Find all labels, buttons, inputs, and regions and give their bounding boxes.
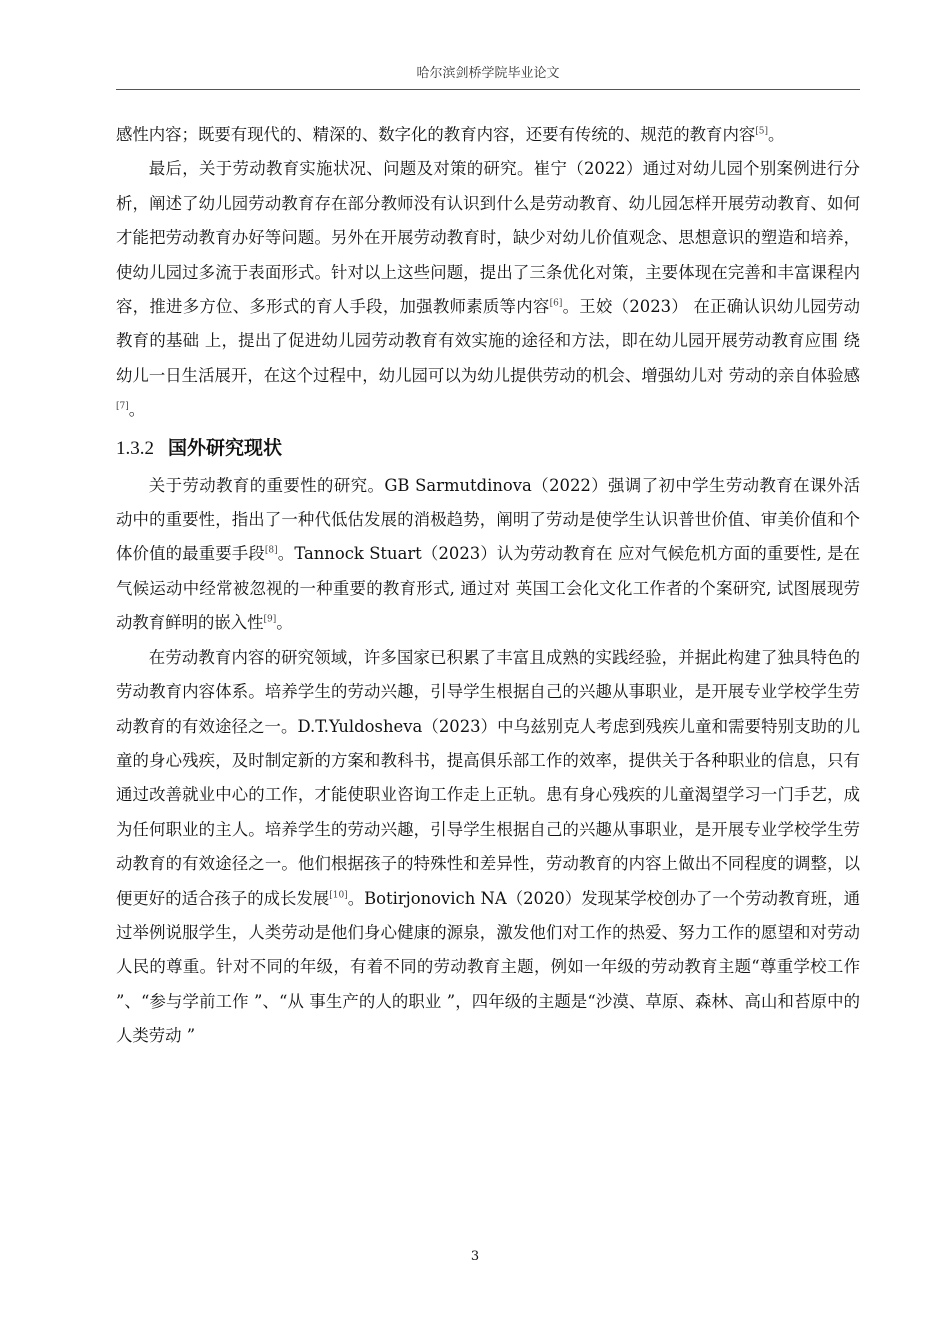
section-number: 1.3.2 [116,437,154,459]
paragraph [116,152,860,427]
body-text [116,118,860,1054]
text-run: 。Botirjonovich NA（2020）发现某学校创办了一个劳动教育班，通过举例说服学生，人类劳动是他们身心健康的源泉，激发他们对工作的热爱、努力工作的愿望和对劳动人民的尊重。针对不同的年级，有着不同的劳动教育主题，例如一年级的劳动教育主题“尊重学校工作 ”、“参与学前工作 ”、“从 事生产的人的职业 ”，四年级的主题是“沙漠、草原、森林、高山和苔原中的人类劳动 ” [116,888,860,1046]
paragraphs-top [116,118,860,428]
paragraph [116,118,860,152]
citation-marker: [6] [549,298,563,309]
paragraph [116,641,860,1054]
page-number: 3 [470,1249,480,1264]
text-run: 。Tannock Stuart（2023）认为劳动教育在 应对气候危机方面的重要性, 是在气候运动中经常被忽视的一种重要的教育形式, 通过对 英国工会化文化工作者的个案研究, 试图展现劳动教育鲜明的嵌入性 [116,544,861,633]
text-run: 。 [767,125,785,144]
section-heading [116,428,860,469]
text-run: 最后，关于劳动教育实施状况、问题及对策的研究。崔宁（2022）通过对幼儿园个别案例进行分析，阐述了幼儿园劳动教育存在部分教师没有认识到什么是劳动教育、幼儿园怎样开展劳动教育、如何才能把劳动教育办好等问题。另外在开展劳动教育时，缺少对幼儿价值观念、思想意识的塑造和培养，使幼儿园过多流于表面形式。针对以上这些问题，提出了三条优化对策，主要体现在完善和丰富课程内容，推进多方位、多形式的育人手段，加强教师素质等内容 [116,159,860,317]
text-run: 。 [128,400,146,420]
paragraph [116,469,860,641]
paragraphs-bottom [116,469,860,1054]
citation-marker: [9] [263,614,277,625]
text-run: 。 [276,613,293,633]
citation-marker: [7] [116,401,129,412]
text-run: 关于劳动教育的重要性的研究。GB Sarmutdinova（2022）强调了初中学生劳动教育在课外活动中的重要性，指出了一种代低估发展的消极趋势，阐明了劳动是使学生认识普世价值、审美价值和个体价值的最重要手段 [116,475,860,564]
text-run: 。王姣（2023） 在正确认识幼儿园劳动教育的基础 上，提出了促进幼儿园劳动教育有效实施的途径和方法，即在幼儿园开展劳动教育应围 绕幼儿一日生活展开，在这个过程中，幼儿园可以为幼儿提供劳动的机会、增强幼儿对 劳动的亲自体验感 [116,297,860,385]
running-header: 哈尔滨剑桥学院毕业论文 [116,62,860,90]
citation-marker: [8] [264,546,278,556]
citation-marker: [5] [755,126,768,137]
text-run: 在劳动教育内容的研究领域，许多国家已积累了丰富且成熟的实践经验，并据此构建了独具特色的劳动教育内容体系。培养学生的劳动兴趣，引导学生根据自己的兴趣从事职业，是开展专业学校学生劳动教育的有效途径之一。D.T.Yuldosheva（2023）中乌兹别克人考虑到残疾儿童和需要特别支助的儿童的身心残疾，及时制定新的方案和教科书，提高俱乐部工作的效率，提供关于各种职业的信息，只有通过改善就业中心的工作，才能使职业咨询工作走上正轨。患有身心残疾的儿童渴望学习一门手艺，成为任何职业的主人。培养学生的劳动兴趣，引导学生根据自己的兴趣从事职业，是开展专业学校学生劳动教育的有效途径之一。他们根据孩子的特殊性和差异性，劳动教育的内容上做出不同程度的调整，以便更好的适合孩子的成长发展 [116,647,860,908]
text-run: 感性内容；既要有现代的、精深的、数字化的教育内容，还要有传统的、规范的教育内容 [116,125,756,144]
section-title: 国外研究现状 [168,436,283,459]
citation-marker: [10] [329,890,348,901]
